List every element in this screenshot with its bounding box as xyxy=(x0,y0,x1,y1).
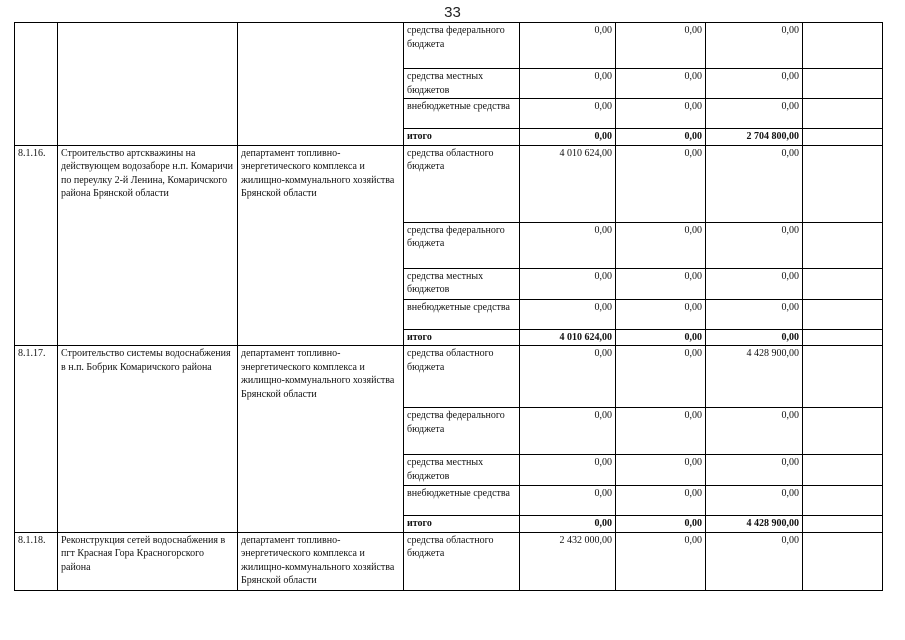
value-cell: 0,00 xyxy=(520,455,616,486)
empty-cell xyxy=(803,268,883,299)
source-cell: внебюджетные средства xyxy=(404,99,520,129)
value-cell: 0,00 xyxy=(616,268,706,299)
empty-cell xyxy=(803,99,883,129)
source-cell: средства местных бюджетов xyxy=(404,268,520,299)
empty-cell xyxy=(803,346,883,408)
total-value: 0,00 xyxy=(616,329,706,346)
value-cell: 4 010 624,00 xyxy=(520,145,616,222)
total-value: 4 428 900,00 xyxy=(706,516,803,533)
empty-cell xyxy=(803,299,883,329)
total-label: итого xyxy=(404,329,520,346)
value-cell: 0,00 xyxy=(616,222,706,268)
number-cell: 8.1.18. xyxy=(15,532,58,590)
source-cell: средства федерального бюджета xyxy=(404,23,520,69)
source-cell: внебюджетные средства xyxy=(404,486,520,516)
source-cell: средства федерального бюджета xyxy=(404,408,520,455)
value-cell: 0,00 xyxy=(616,145,706,222)
total-value: 2 704 800,00 xyxy=(706,129,803,146)
empty-cell xyxy=(803,532,883,590)
value-cell: 0,00 xyxy=(520,99,616,129)
project-name-cell: Реконструкция сетей водоснабжения в пгт Красная Гора Красногорского района xyxy=(58,532,238,590)
value-cell: 0,00 xyxy=(706,23,803,69)
value-cell: 0,00 xyxy=(616,486,706,516)
empty-cell xyxy=(803,408,883,455)
value-cell: 0,00 xyxy=(616,23,706,69)
value-cell: 0,00 xyxy=(616,346,706,408)
total-value: 0,00 xyxy=(520,516,616,533)
page-number: 33 xyxy=(444,4,461,21)
number-cell: 8.1.17. xyxy=(15,346,58,533)
empty-cell xyxy=(803,69,883,99)
value-cell: 4 428 900,00 xyxy=(706,346,803,408)
source-cell: средства местных бюджетов xyxy=(404,455,520,486)
value-cell: 2 432 000,00 xyxy=(520,532,616,590)
source-cell: средства областного бюджета xyxy=(404,145,520,222)
value-cell: 0,00 xyxy=(706,455,803,486)
value-cell: 0,00 xyxy=(616,408,706,455)
value-cell: 0,00 xyxy=(520,268,616,299)
value-cell: 0,00 xyxy=(520,23,616,69)
value-cell: 0,00 xyxy=(706,145,803,222)
source-cell: средства федерального бюджета xyxy=(404,222,520,268)
project-name-cell: Строительство артскважины на действующем водозаборе н.п. Комаричи по переулку 2-й Ленина, Комаричского района Брянской области xyxy=(58,145,238,346)
value-cell: 0,00 xyxy=(706,408,803,455)
table-row xyxy=(15,23,883,69)
value-cell: 0,00 xyxy=(706,268,803,299)
source-cell: средства областного бюджета xyxy=(404,532,520,590)
value-cell: 0,00 xyxy=(706,69,803,99)
value-cell: 0,00 xyxy=(616,69,706,99)
budget-table xyxy=(14,22,883,591)
empty-cell xyxy=(803,222,883,268)
empty-cell xyxy=(803,329,883,346)
executor-cell: департамент топливно-энергетического комплекса и жилищно-коммунального хозяйства Брянской области xyxy=(238,532,404,590)
executor-cell: департамент топливно-энергетического комплекса и жилищно-коммунального хозяйства Брянской области xyxy=(238,346,404,533)
source-cell: средства местных бюджетов xyxy=(404,69,520,99)
value-cell: 0,00 xyxy=(520,222,616,268)
empty-cell xyxy=(803,455,883,486)
value-cell: 0,00 xyxy=(616,299,706,329)
number-cell: 8.1.16. xyxy=(15,145,58,346)
value-cell: 0,00 xyxy=(706,532,803,590)
total-value: 0,00 xyxy=(616,516,706,533)
total-value: 0,00 xyxy=(616,129,706,146)
table-row xyxy=(15,532,883,590)
total-label: итого xyxy=(404,129,520,146)
value-cell: 0,00 xyxy=(706,99,803,129)
source-cell: средства областного бюджета xyxy=(404,346,520,408)
empty-cell xyxy=(803,516,883,533)
total-value: 4 010 624,00 xyxy=(520,329,616,346)
value-cell: 0,00 xyxy=(520,408,616,455)
value-cell: 0,00 xyxy=(520,69,616,99)
value-cell: 0,00 xyxy=(616,532,706,590)
value-cell: 0,00 xyxy=(706,299,803,329)
project-name-cell xyxy=(58,23,238,146)
value-cell: 0,00 xyxy=(706,486,803,516)
source-cell: внебюджетные средства xyxy=(404,299,520,329)
value-cell: 0,00 xyxy=(616,455,706,486)
empty-cell xyxy=(803,486,883,516)
value-cell: 0,00 xyxy=(520,299,616,329)
value-cell: 0,00 xyxy=(706,222,803,268)
empty-cell xyxy=(803,129,883,146)
total-value: 0,00 xyxy=(706,329,803,346)
table-row xyxy=(15,145,883,222)
project-name-cell: Строительство системы водоснабжения в н.п. Бобрик Комаричского района xyxy=(58,346,238,533)
value-cell: 0,00 xyxy=(616,99,706,129)
executor-cell: департамент топливно-энергетического комплекса и жилищно-коммунального хозяйства Брянской области xyxy=(238,145,404,346)
total-label: итого xyxy=(404,516,520,533)
executor-cell xyxy=(238,23,404,146)
number-cell xyxy=(15,23,58,146)
value-cell: 0,00 xyxy=(520,486,616,516)
table-row xyxy=(15,346,883,408)
empty-cell xyxy=(803,23,883,69)
value-cell: 0,00 xyxy=(520,346,616,408)
total-value: 0,00 xyxy=(520,129,616,146)
empty-cell xyxy=(803,145,883,222)
